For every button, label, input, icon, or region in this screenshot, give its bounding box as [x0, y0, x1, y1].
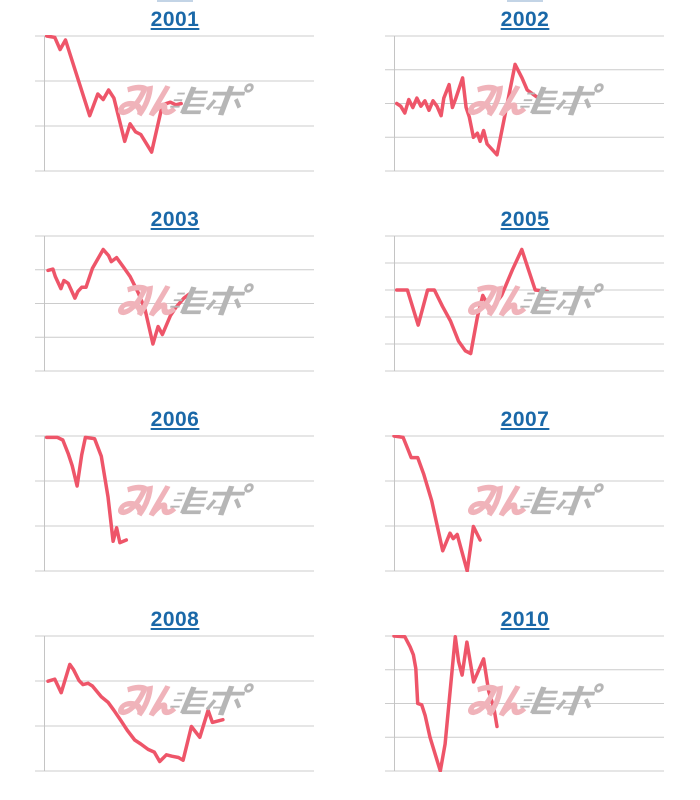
line-chart-svg	[385, 35, 665, 172]
chart-cell-2001	[0, 0, 350, 200]
chart-2001-plot	[35, 35, 315, 172]
chart-2010-plot	[385, 635, 665, 772]
chart-cell-2003	[0, 200, 350, 400]
chart-2002-plot	[385, 35, 665, 172]
chart-title-row	[0, 607, 350, 635]
chart-cell-2007	[350, 400, 700, 600]
line-chart-svg	[385, 435, 665, 572]
chart-title-row	[0, 7, 350, 35]
line-chart-svg	[385, 235, 665, 372]
year-link-2002[interactable]: 2002	[500, 8, 550, 31]
year-link-2001[interactable]: 2001	[150, 8, 200, 31]
year-link-2008[interactable]: 2008	[150, 608, 200, 631]
line-chart-svg	[35, 635, 315, 772]
chart-cell-2010	[350, 600, 700, 800]
line-chart-svg	[35, 435, 315, 572]
chart-title-row	[350, 7, 700, 35]
chart-title-row	[350, 407, 700, 435]
chart-2005-plot	[385, 235, 665, 372]
chart-2003-plot	[35, 235, 315, 372]
year-link-2007[interactable]: 2007	[500, 408, 550, 431]
chart-title-row	[350, 207, 700, 235]
year-link-2003[interactable]: 2003	[150, 208, 200, 231]
chart-2008-plot	[35, 635, 315, 772]
chart-2006-plot	[35, 435, 315, 572]
line-chart-svg	[385, 635, 665, 772]
cropped-year-link-remnant	[157, 0, 193, 2]
year-link-2010[interactable]: 2010	[500, 608, 550, 631]
year-link-2005[interactable]: 2005	[500, 208, 550, 231]
chart-title-row	[350, 607, 700, 635]
chart-cell-2008	[0, 600, 350, 800]
line-chart-svg	[35, 235, 315, 372]
chart-cell-2005	[350, 200, 700, 400]
chart-title-row	[0, 207, 350, 235]
chart-cell-2006	[0, 400, 350, 600]
chart-2007-plot	[385, 435, 665, 572]
chart-cell-2002	[350, 0, 700, 200]
chart-title-row	[0, 407, 350, 435]
cropped-year-link-remnant	[507, 0, 543, 2]
line-chart-svg	[35, 35, 315, 172]
year-link-2006[interactable]: 2006	[150, 408, 200, 431]
